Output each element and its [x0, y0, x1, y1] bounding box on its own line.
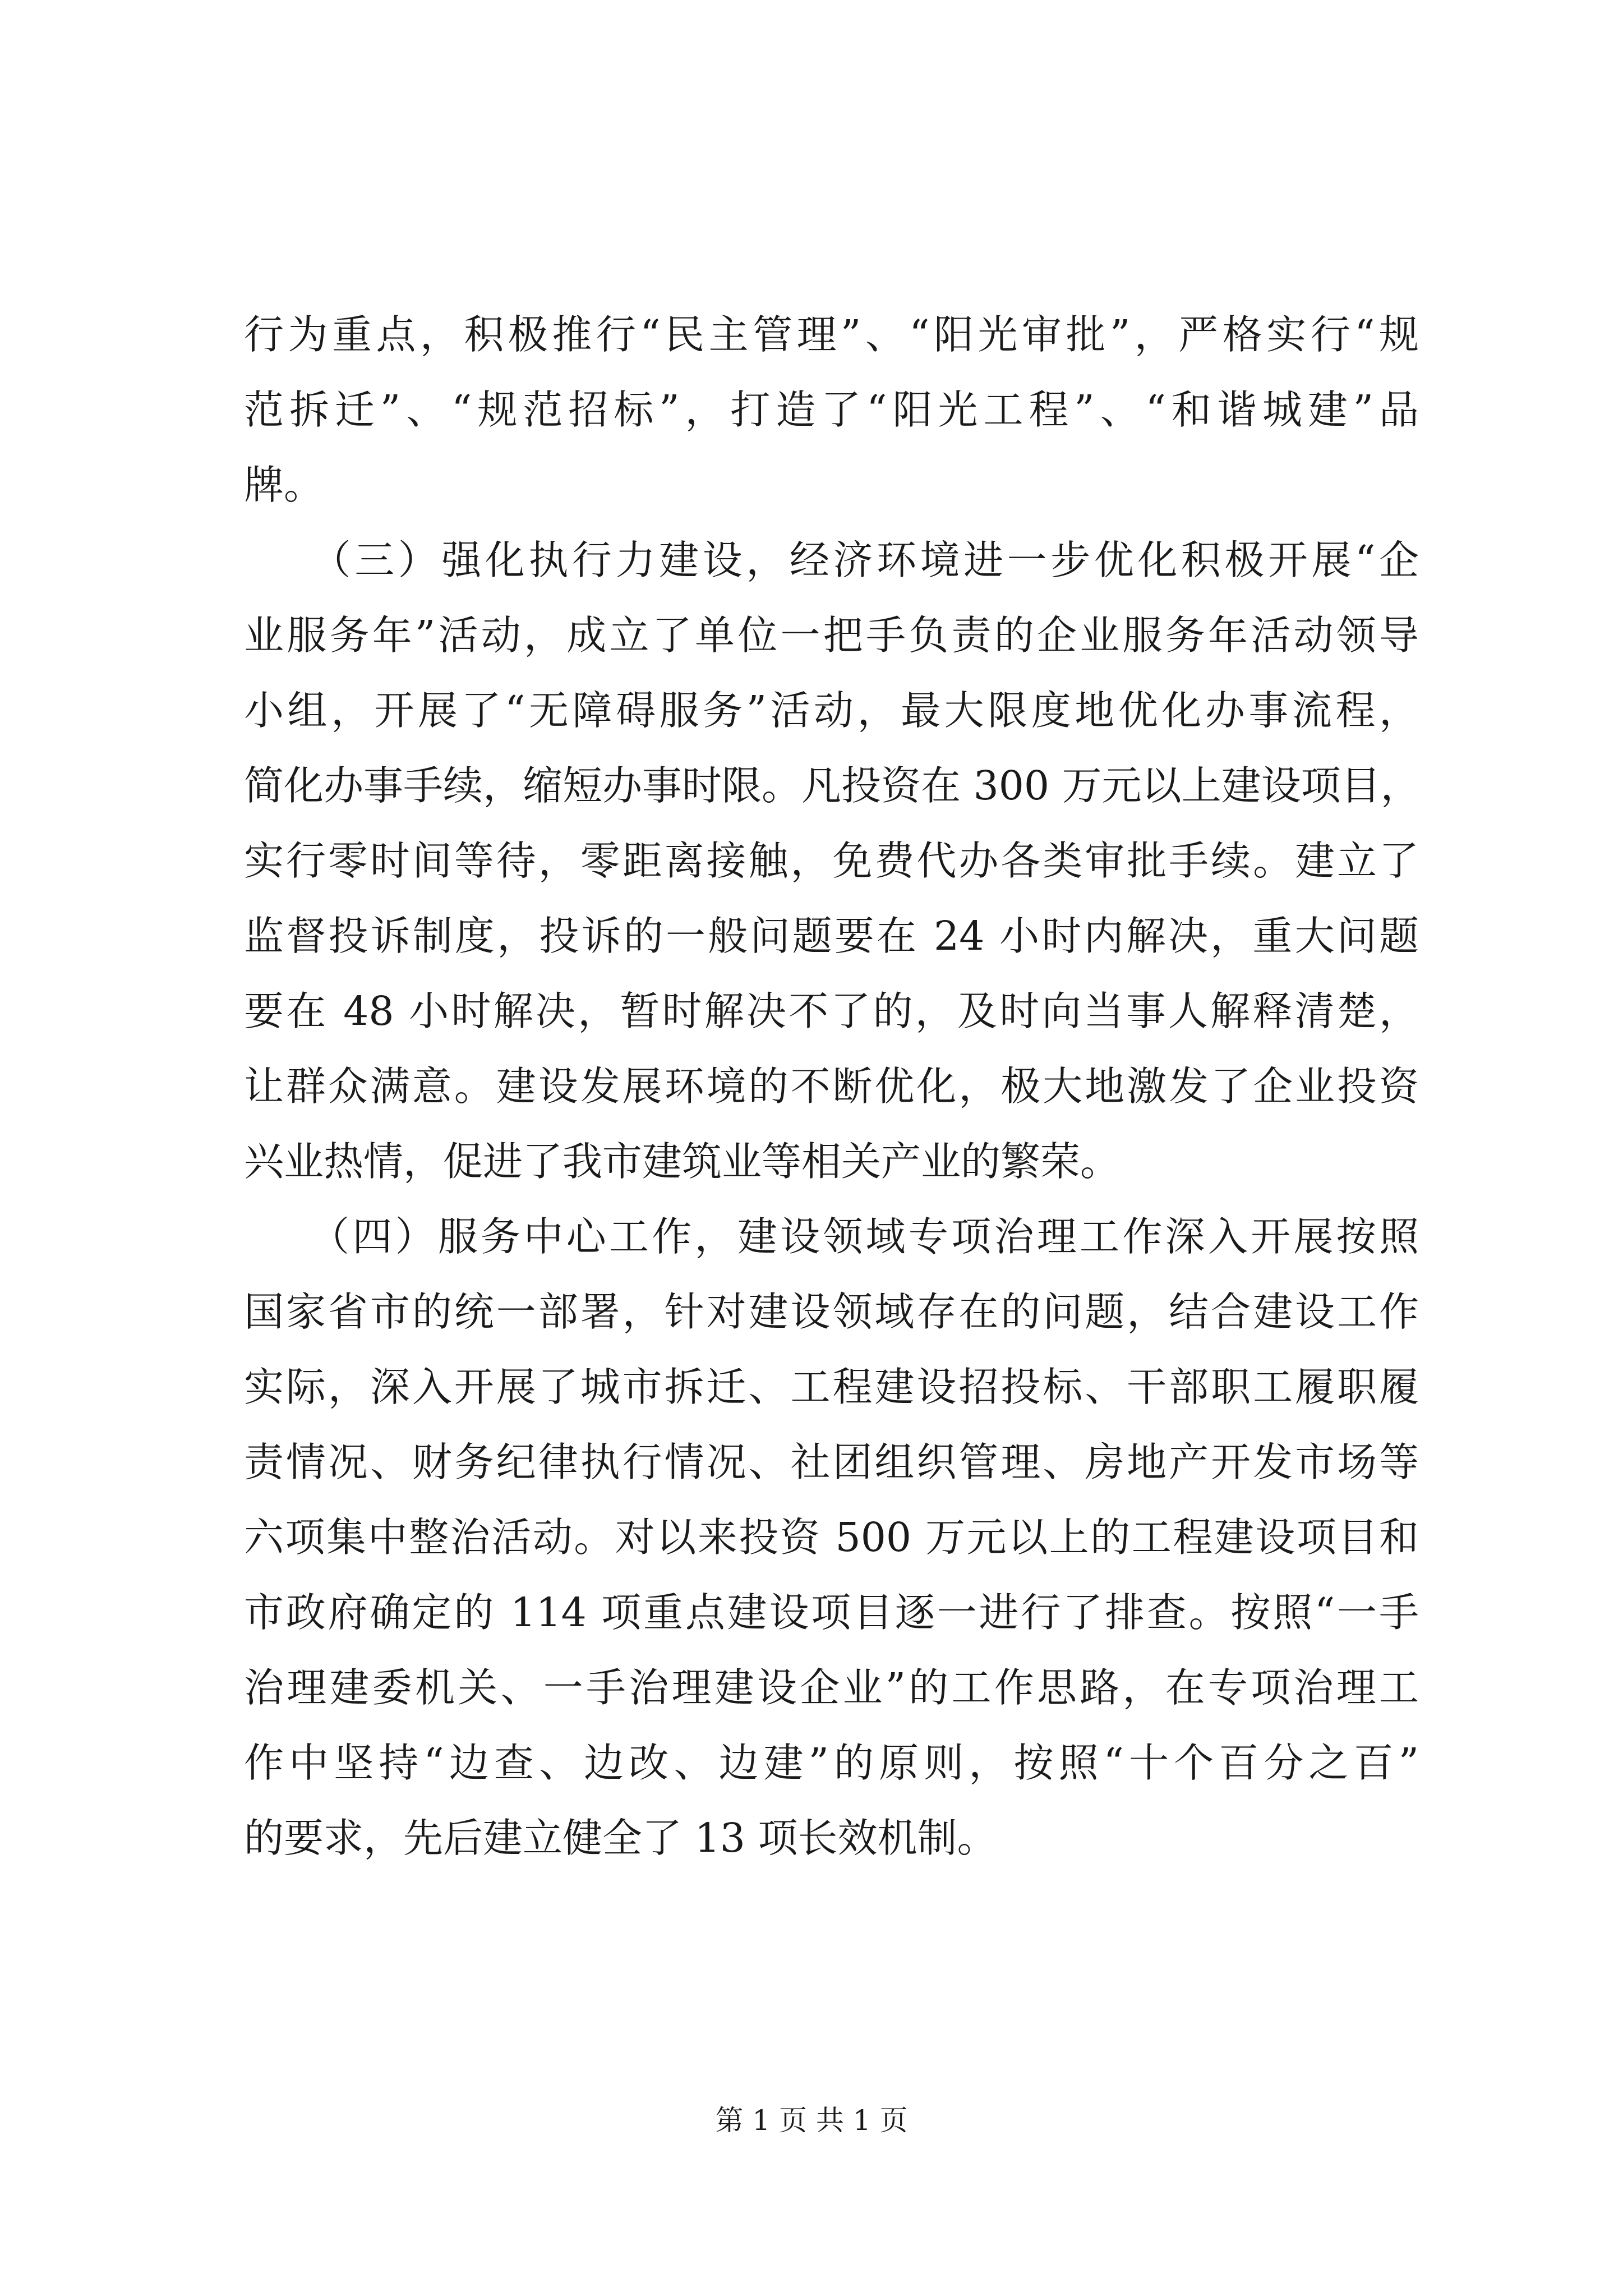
text-line: （四）服务中心工作，建设领域专项治理工作深入开展按照 [244, 1213, 1419, 1260]
page-footer: 第 1 页 共 1 页 [715, 2104, 908, 2137]
text-line: 小组，开展了“无障碍服务”活动，最大限度地优化办事流程， [244, 687, 1419, 734]
text-line: 的要求，先后建立健全了 13 项长效机制。 [244, 1815, 997, 1861]
text-line: 监督投诉制度，投诉的一般问题要在 24 小时内解决，重大问题 [244, 913, 1419, 959]
text-line: 实际，深入开展了城市拆迁、工程建设招投标、干部职工履职履 [244, 1364, 1419, 1410]
text-line: 六项集中整治活动。对以来投资 500 万元以上的工程建设项目和 [244, 1514, 1419, 1561]
text-line: 治理建委机关、一手治理建设企业”的工作思路，在专项治理工 [244, 1664, 1419, 1711]
text-line: 业服务年”活动，成立了单位一把手负责的企业服务年活动领导 [244, 612, 1419, 659]
text-line: 简化办事手续，缩短办事时限。凡投资在 300 万元以上建设项目， [244, 762, 1421, 809]
text-line: 国家省市的统一部署，针对建设领域存在的问题，结合建设工作 [244, 1289, 1419, 1335]
body-text [244, 297, 1419, 1876]
text-line: 兴业热情，促进了我市建筑业等相关产业的繁荣。 [244, 1138, 1121, 1185]
text-line: 市政府确定的 114 项重点建设项目逐一进行了排查。按照“一手 [244, 1589, 1419, 1636]
text-line: 要在 48 小时解决，暂时解决不了的，及时向当事人解释清楚， [244, 988, 1419, 1034]
text-line: （三）强化执行力建设，经济环境进一步优化积极开展“企 [244, 537, 1419, 583]
text-line: 牌。 [244, 462, 324, 508]
text-line: 作中坚持“边查、边改、边建”的原则，按照“十个百分之百” [244, 1740, 1419, 1786]
text-line: 责情况、财务纪律执行情况、社团组织管理、房地产开发市场等 [244, 1439, 1419, 1485]
text-line: 让群众满意。建设发展环境的不断优化，极大地激发了企业投资 [244, 1063, 1419, 1110]
text-line: 实行零时间等待，零距离接触，免费代办各类审批手续。建立了 [244, 838, 1419, 884]
text-line: 范拆迁”、“规范招标”，打造了“阳光工程”、“和谐城建”品 [244, 386, 1419, 433]
text-line: 行为重点，积极推行“民主管理”、“阳光审批”，严格实行“规 [244, 311, 1419, 358]
